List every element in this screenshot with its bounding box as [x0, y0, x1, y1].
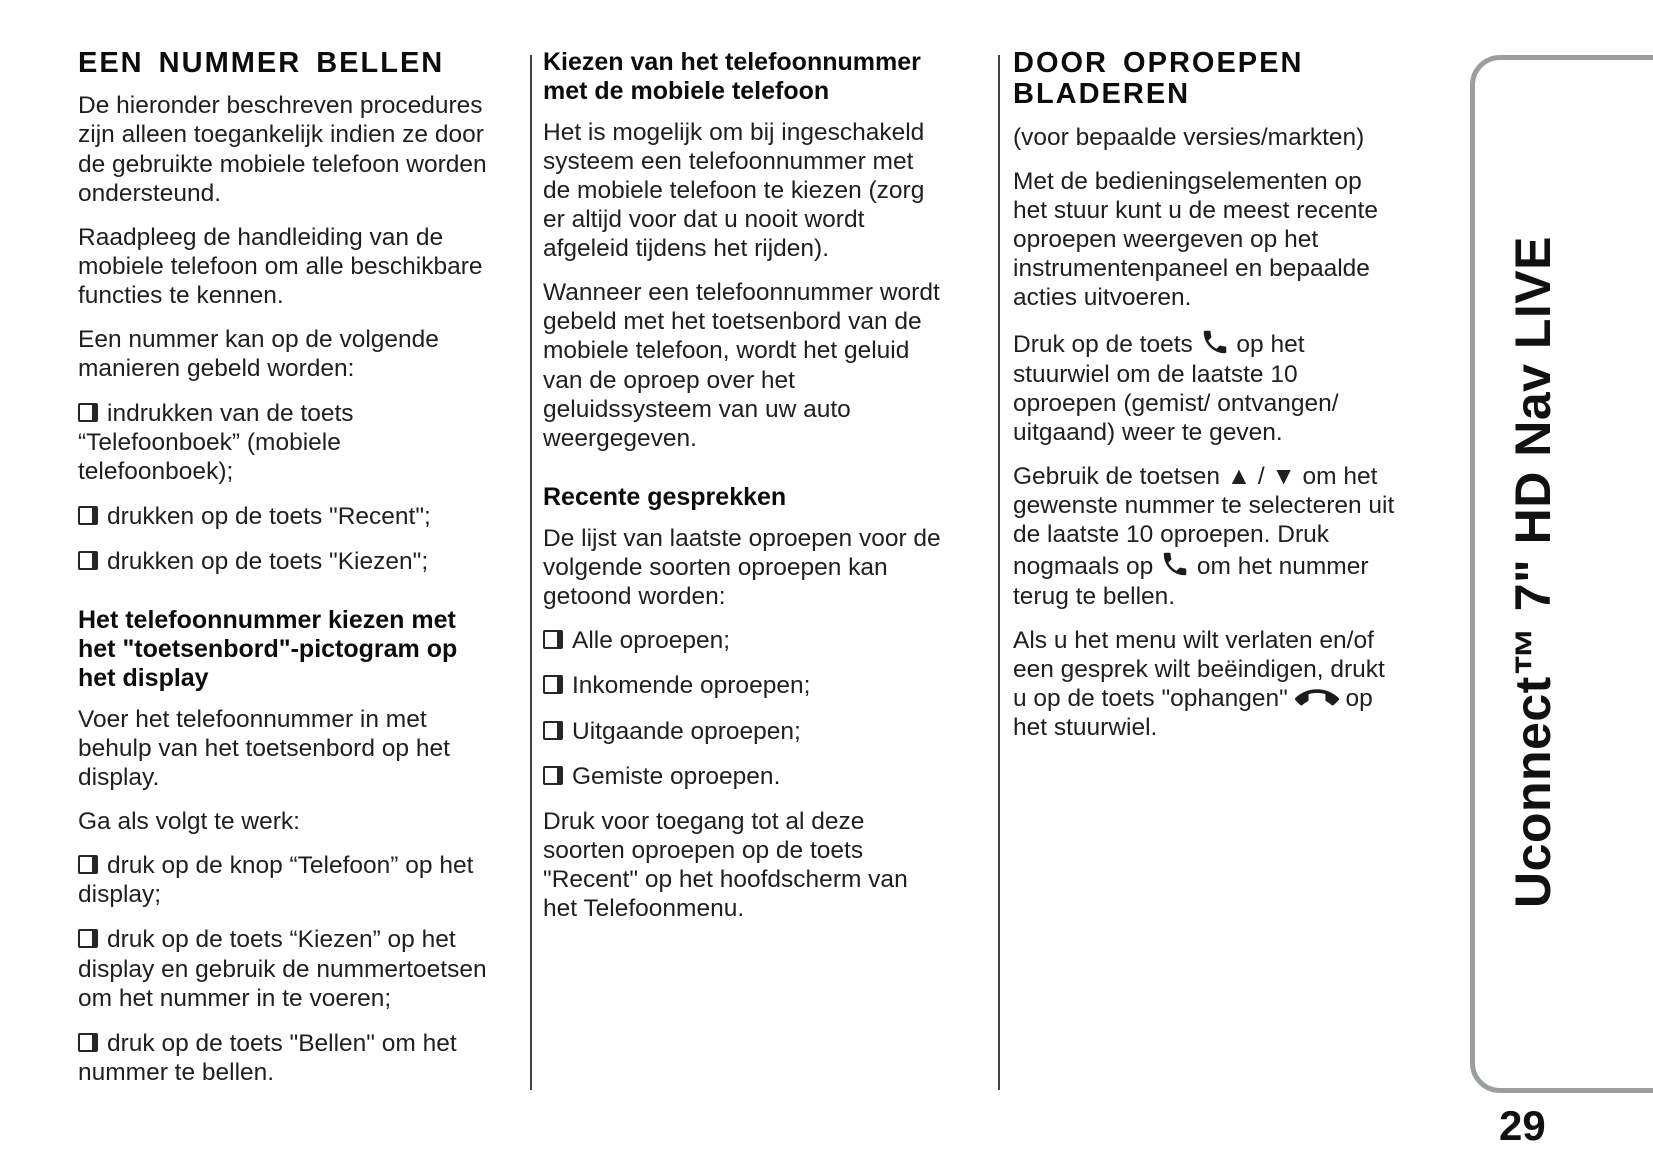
checkbox-bullet-icon: [78, 929, 98, 948]
column-divider: [530, 55, 532, 1090]
paragraph: Raadpleeg de handleiding van de mobiele telefoon om alle beschikbare functies te kennen.: [78, 223, 483, 310]
section-heading: EEN NUMMER BELLEN: [78, 47, 445, 79]
list-item-text: Inkomende oproepen;: [572, 672, 811, 700]
paragraph: Druk voor toegang tot al deze soorten oproepen op de toets "Recent" op het hoofdscherm van het Telefoonmenu.: [543, 807, 908, 923]
list-item-text: drukken op de toets "Recent";: [107, 503, 431, 530]
list-item: [78, 399, 498, 486]
list-item: [543, 671, 947, 700]
list-item: [543, 717, 947, 746]
checkbox-bullet-icon: [78, 403, 98, 422]
list-item-text: druk op de toets “Kiezen” op het display en gebruik de nummertoetsen om het nummer in te voeren;: [78, 926, 487, 1012]
list-item-text: Uitgaande oproepen;: [572, 717, 801, 745]
list-item: [78, 547, 498, 576]
list-item: [543, 762, 947, 791]
column-scrolling-through-calls: [1013, 48, 1397, 757]
checkbox-bullet-icon: [78, 551, 98, 570]
phone-call-icon: [1200, 327, 1230, 357]
hang-up-icon: [1295, 688, 1339, 708]
paragraph-text: Als u het menu wilt verlaten en/of een gesprek wilt beëindigen, drukt u op de toets "ophangen": [1013, 626, 1385, 713]
column-dialing-with-phone: [543, 48, 947, 938]
paragraph-text: om het nummer terug te bellen.: [1013, 553, 1369, 610]
list-item: [78, 1029, 498, 1087]
paragraph-text: op het stuurwiel om de laatste 10 oproepen (gemist/ ontvangen/ uitgaand) weer te geven.: [1013, 331, 1339, 446]
chapter-tab-title: Uconnect™ 7" HD Nav LIVE: [1505, 236, 1561, 908]
paragraph-text: op het stuurwiel.: [1013, 685, 1373, 742]
checkbox-bullet-icon: [78, 506, 98, 525]
phone-call-icon: [1160, 549, 1190, 579]
column-calling-a-number: [78, 48, 498, 1103]
checkbox-bullet-icon: [543, 630, 563, 649]
list-item-text: druk op de toets "Bellen" om het nummer te bellen.: [78, 1029, 457, 1086]
list-item-text: Gemiste oproepen.: [572, 762, 781, 790]
paragraph: Wanneer een telefoonnummer wordt gebeld met het toetsenbord van de mobiele telefoon, wordt het geluid van de oproep over het geluidssysteem van uw auto weergegeven.: [543, 279, 940, 452]
checkbox-bullet-icon: [543, 721, 563, 740]
section-heading: DOOR OPROEPEN BLADEREN: [1013, 47, 1304, 111]
paragraph: Ga als volgt te werk:: [78, 807, 300, 835]
paragraph-text: Druk op de toets: [1013, 331, 1200, 359]
paragraph: Voer het telefoonnummer in met behulp van het toetsenbord op het display.: [78, 705, 450, 791]
paragraph: [1013, 327, 1397, 447]
paragraph: Het is mogelijk om bij ingeschakeld systeem een telefoonnummer met de mobiele telefoon te kiezen (zorg er altijd voor dat u nooit wordt afgeleid tijdens het rijden).: [543, 118, 925, 263]
list-item: [543, 626, 947, 655]
paragraph: [1013, 462, 1397, 611]
paragraph: De lijst van laatste oproepen voor de volgende soorten oproepen kan getoond worden:: [543, 524, 941, 611]
list-item: [78, 502, 498, 531]
list-item-text: druk op de knop “Telefoon” op het display;: [78, 852, 474, 909]
list-item-text: drukken op de toets "Kiezen";: [107, 548, 429, 576]
paragraph: (voor bepaalde versies/markten): [1013, 123, 1365, 151]
list-item: [78, 925, 498, 1012]
paragraph: [1013, 626, 1397, 743]
column-divider: [998, 55, 1000, 1090]
subsection-heading: Kiezen van het telefoonnummer met de mobiele telefoon: [543, 48, 921, 105]
checkbox-bullet-icon: [543, 675, 563, 694]
page-number: 29: [1499, 1102, 1546, 1149]
list-item-text: Alle oproepen;: [572, 627, 731, 655]
checkbox-bullet-icon: [78, 1033, 98, 1052]
checkbox-bullet-icon: [78, 855, 98, 874]
checkbox-bullet-icon: [543, 766, 563, 785]
paragraph: Met de bedieningselementen op het stuur kunt u de meest recente oproepen weergeven op het instrumentenpaneel en bepaalde acties uitvoeren.: [1013, 167, 1378, 312]
paragraph: De hieronder beschreven procedures zijn alleen toegankelijk indien ze door de gebruikte mobiele telefoon worden ondersteund.: [78, 92, 487, 207]
subsection-heading: Het telefoonnummer kiezen met het "toetsenbord"-pictogram op het display: [78, 606, 458, 692]
list-item: [78, 851, 498, 909]
subsection-heading: Recente gesprekken: [543, 483, 787, 512]
list-item-text: indrukken van de toets “Telefoonboek” (mobiele telefoonboek);: [78, 399, 354, 485]
paragraph-text: Gebruik de toetsen ▲ / ▼ om het gewenste nummer te selecteren uit de laatste 10 oproepen. Druk nogmaals op: [1013, 463, 1395, 581]
paragraph: Een nummer kan op de volgende manieren gebeld worden:: [78, 326, 439, 383]
